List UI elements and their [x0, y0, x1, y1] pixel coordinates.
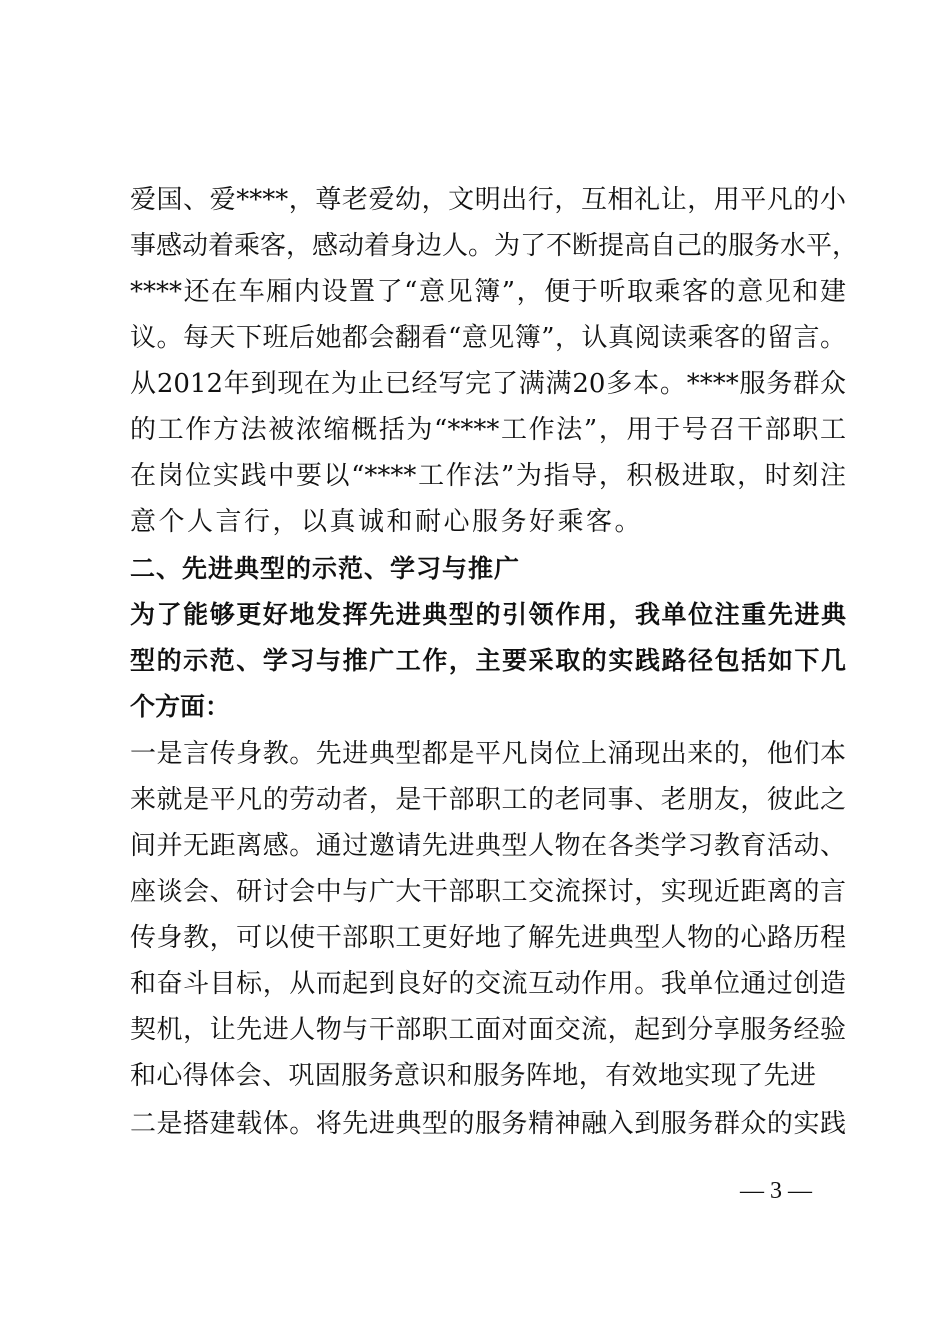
body-line: 二是搭建载体。将先进典型的服务精神融入到服务群众的实践: [130, 1109, 846, 1139]
body-line: 一是言传身教。先进典型都是平凡岗位上涌现出来的，他们本: [130, 739, 846, 769]
body-line: 来就是平凡的劳动者，是干部职工的老同事、老朋友，彼此之: [130, 785, 846, 815]
body-line: 传身教，可以使干部职工更好地了解先进典型人物的心路历程: [130, 923, 846, 953]
body-line: 契机，让先进人物与干部职工面对面交流，起到分享服务经验: [130, 1015, 846, 1045]
bold-line: 型的示范、学习与推广工作，主要采取的实践路径包括如下几: [130, 646, 846, 675]
bold-line: 为了能够更好地发挥先进典型的引领作用，我单位注重先进典: [130, 600, 846, 629]
body-line: 座谈会、研讨会中与广大干部职工交流探讨，实现近距离的言: [130, 877, 846, 907]
body-line: 和心得体会、巩固服务意识和服务阵地，有效地实现了先进: [130, 1061, 816, 1091]
body-line: 的工作方法被浓缩概括为“****工作法”，用于号召干部职工: [130, 415, 846, 445]
body-line: 议。每天下班后她都会翻看“意见簿”，认真阅读乘客的留言。: [130, 323, 846, 353]
body-line: 和奋斗目标，从而起到良好的交流互动作用。我单位通过创造: [130, 969, 846, 999]
body-line: 在岗位实践中要以“****工作法”为指导，积极进取，时刻注: [130, 461, 846, 491]
page-number: — 3 —: [740, 1178, 812, 1204]
body-line: ****还在车厢内设置了“意见簿”，便于听取乘客的意见和建: [130, 277, 846, 307]
body-line: 意个人言行，以真诚和耐心服务好乘客。: [130, 507, 644, 537]
bold-line: 个方面：: [130, 692, 231, 721]
section-heading: 二、先进典型的示范、学习与推广: [130, 554, 521, 583]
body-line: 爱国、爱****，尊老爱幼，文明出行，互相礼让，用平凡的小: [130, 185, 846, 215]
body-line: 间并无距离感。通过邀请先进典型人物在各类学习教育活动、: [130, 831, 846, 861]
body-line: 事感动着乘客，感动着身边人。为了不断提高自己的服务水平，: [130, 231, 859, 261]
body-line: 从2012年到现在为止已经写完了满满20多本。****服务群众: [130, 369, 846, 399]
